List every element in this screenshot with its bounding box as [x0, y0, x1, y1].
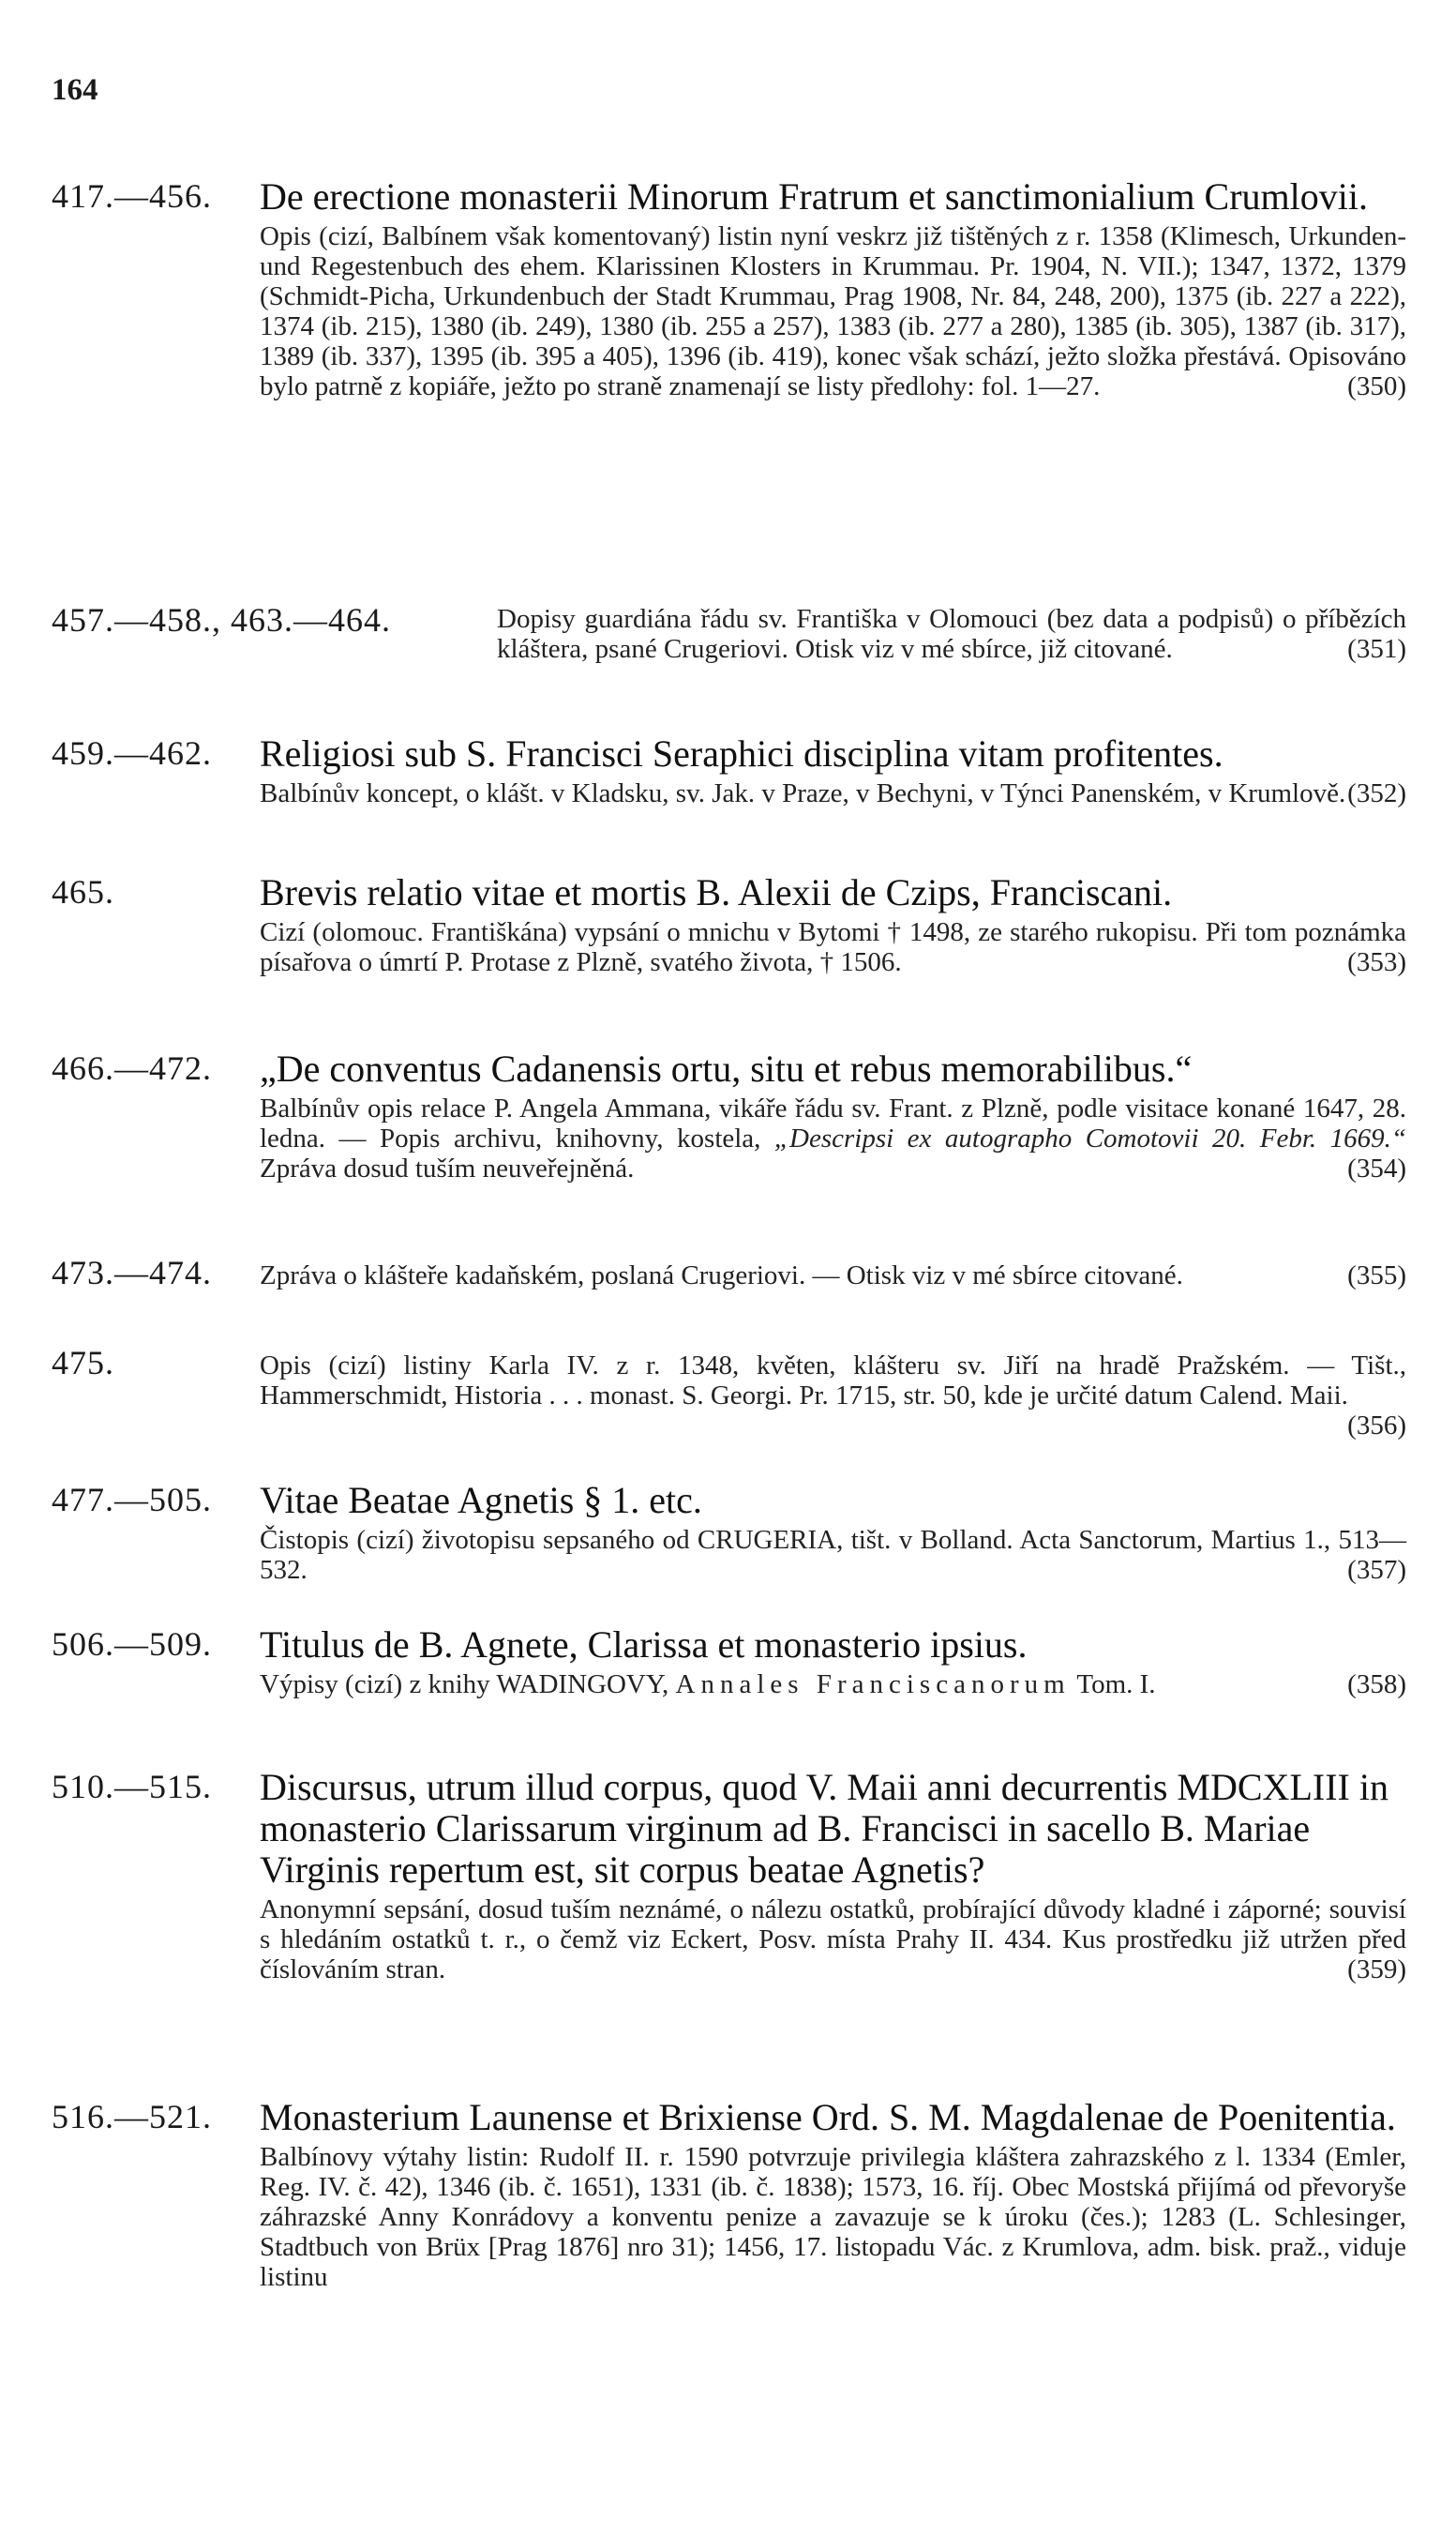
entry-number: 473.—474. [52, 1254, 212, 1291]
entry-title: Brevis relatio vitae et mortis B. Alexii de Czips, Franciscani. [260, 871, 1173, 913]
entry-note: (356) [1347, 1410, 1406, 1440]
entry-description-text: Opis (cizí, Balbínem však komentovaný) listin nyní veskrz již tištěných z r. 1358 (Klimesch, Urkunden- und Regestenbuch des ehem. Klarissinen Klosters in Krummau. Pr. 1904, N. VII.); 1347, 1372, 1379 (Schmidt-Picha, Urkundenbuch der Stadt Krummau, Prag 1908, Nr. 84, 248, 200), 1375 (ib. 227 a 222), 1374 (ib. 215), 1380 (ib. 249), 1380 (ib. 255 a 257), 1383 (ib. 277 a 280), 1385 (ib. 305), 1387 (ib. 317), 1389 (ib. 337), 1395 (ib. 395 a 405), 1396 (ib. 419), konec však schází, ježto složka přestává. Opisováno bylo patrně z kopiáře, ježto po straně znamenají se listy předlohy: fol. 1—27. [260, 221, 1406, 401]
entry-title: Titulus de B. Agnete, Clarissa et monasterio ipsius. [260, 1623, 1028, 1666]
entry-number: 457.—458., 463.—464. [52, 601, 391, 639]
entry-number: 510.—515. [52, 1768, 212, 1805]
entry-description-text: Balbínův koncept, o klášt. v Kladsku, sv. Jak. v Praze, v Bechyni, v Týnci Panenském, v Krumlově. [260, 778, 1346, 808]
entry-note: (352) [1347, 778, 1406, 808]
entry-title: Monasterium Launense et Brixiense Ord. S. M. Magdalenae de Poenitentia. [260, 2096, 1396, 2138]
entry-description-italic: „Descripsi ex autographo Comotovii 20. Febr. 1669.“ [773, 1124, 1407, 1154]
entry-description-text: Zpráva dosud tuším neuveřejněná. [260, 1154, 635, 1184]
entry-473-474 [52, 1253, 1406, 1290]
entry-description [260, 1669, 1406, 1699]
entry-description [260, 1894, 1406, 1984]
entry-description [260, 1094, 1406, 1184]
entry-title: Vitae Beatae Agnetis § 1. etc. [260, 1479, 702, 1521]
entry-description-text: Opis (cizí) listiny Karla IV. z r. 1348, květen, klášteru sv. Jiří na hradě Pražském. — Tišt., Hammerschmidt, Historia . . . monast. S. Georgi. Pr. 1715, str. 50, kde je určité datum Calend. Maii. [260, 1350, 1406, 1410]
entry-417-456 [52, 176, 1406, 401]
entry-506-509 [52, 1624, 1406, 1699]
entry-note: (350) [1347, 371, 1406, 401]
entry-477-505 [52, 1480, 1406, 1585]
entry-457-458 [52, 600, 1406, 664]
entry-title: Religiosi sub S. Francisci Seraphici disciplina vitam profitentes. [260, 732, 1223, 775]
entry-title: „De conventus Cadanensis ortu, situ et rebus memorabilibus.“ [260, 1048, 1193, 1090]
entry-466-472 [52, 1048, 1406, 1184]
entry-description-text: Balbínovy výtahy listin: Rudolf II. r. 1590 potvrzuje privilegia kláštera zahrazského z l. 1334 (Emler, Reg. IV. č. 42), 1346 (ib. č. 1651), 1331 (ib. č. 1838); 1573, 16. říj. Obec Mostská přijímá od převoryše záhrazské Anny Konrádovy a konventu penize a zavazuje se k úroku (čes.); 1283 (L. Schlesinger, Stadtbuch von Brüx [Prag 1876] nro 31); 1456, 17. listopadu Vác. z Krumlova, adm. bisk. praž., viduje listinu [260, 2142, 1406, 2292]
entry-number: 475. [52, 1344, 114, 1381]
entry-number: 506.—509. [52, 1625, 212, 1663]
entry-description-text: Čistopis (cizí) životopisu sepsaného od CRUGERIA, tišt. v Bolland. Acta Sanctorum, Martius 1., 513—532. [260, 1525, 1406, 1585]
entry-description [260, 1525, 1406, 1585]
entry-note: (351) [1347, 634, 1406, 664]
entry-description-spaced: Annales Franciscanorum [675, 1669, 1071, 1699]
entry-number: 417.—456. [52, 177, 212, 215]
entry-510-515 [52, 1767, 1406, 1984]
entry-number: 477.—505. [52, 1481, 212, 1518]
entry-note: (353) [1347, 947, 1406, 977]
entry-description-text: Tom. I. [1076, 1669, 1156, 1699]
entry-description-text: Výpisy (cizí) z knihy WADINGOVY, [260, 1669, 669, 1699]
entry-title: De erectione monasterii Minorum Fratrum et sanctimonialium Crumlovii. [260, 175, 1368, 218]
entry-description-text: Anonymní sepsání, dosud tuším neznámé, o nálezu ostatků, probírající důvody kladné i záporné; souvisí s hledáním ostatků t. r., o čemž viz Eckert, Posv. místa Prahy II. 434. Kus prostředku již utržen před číslováním stran. [260, 1894, 1406, 1984]
entry-description [260, 1260, 1406, 1290]
entry-description [260, 778, 1406, 808]
entry-516-521 [52, 2097, 1406, 2292]
entry-459-462 [52, 733, 1406, 808]
page-number: 164 [52, 73, 98, 107]
entry-note: (357) [1347, 1555, 1406, 1585]
entry-475 [52, 1343, 1406, 1440]
entry-title: Discursus, utrum illud corpus, quod V. Maii anni decurrentis MDCXLIII in monasterio Clarissarum virginum ad B. Francisci in sacello B. Mariae Virginis repertum est, sit corpus beatae Agnetis? [260, 1766, 1388, 1891]
entry-465 [52, 872, 1406, 977]
entry-description-text: Cizí (olomouc. Františkána) vypsání o mnichu v Bytomi † 1498, ze starého rukopisu. Při tom poznámka písařova o úmrtí P. Protase z Plzně, svatého života, † 1506. [260, 917, 1406, 977]
entry-number: 516.—521. [52, 2098, 212, 2135]
entry-number: 466.—472. [52, 1049, 212, 1087]
entry-description [260, 917, 1406, 977]
entry-note: (355) [1347, 1260, 1406, 1290]
entry-note: (359) [1347, 1954, 1406, 1984]
entry-description [260, 1350, 1406, 1440]
entry-number: 465. [52, 873, 114, 911]
entry-description [497, 604, 1406, 664]
entry-description-text: Balbínův opis relace P. Angela Ammana, vikáře řádu sv. Frant. z Plzně, podle visitace konané 1647, 28. ledna. — Popis archivu, knihovny, kostela, [260, 1094, 1406, 1154]
entry-note: (354) [1347, 1154, 1406, 1184]
entry-description-text: Zpráva o klášteře kadaňském, poslaná Crugeriovi. — Otisk viz v mé sbírce citované. [260, 1260, 1183, 1290]
entry-description [260, 221, 1406, 401]
entry-description-text: Dopisy guardiána řádu sv. Františka v Olomouci (bez data a podpisů) o příbězích kláštera, psané Crugeriovi. Otisk viz v mé sbírce, již citované. [497, 604, 1406, 664]
entry-number: 459.—462. [52, 734, 212, 772]
entry-description [260, 2142, 1406, 2292]
entry-note: (358) [1347, 1669, 1406, 1699]
